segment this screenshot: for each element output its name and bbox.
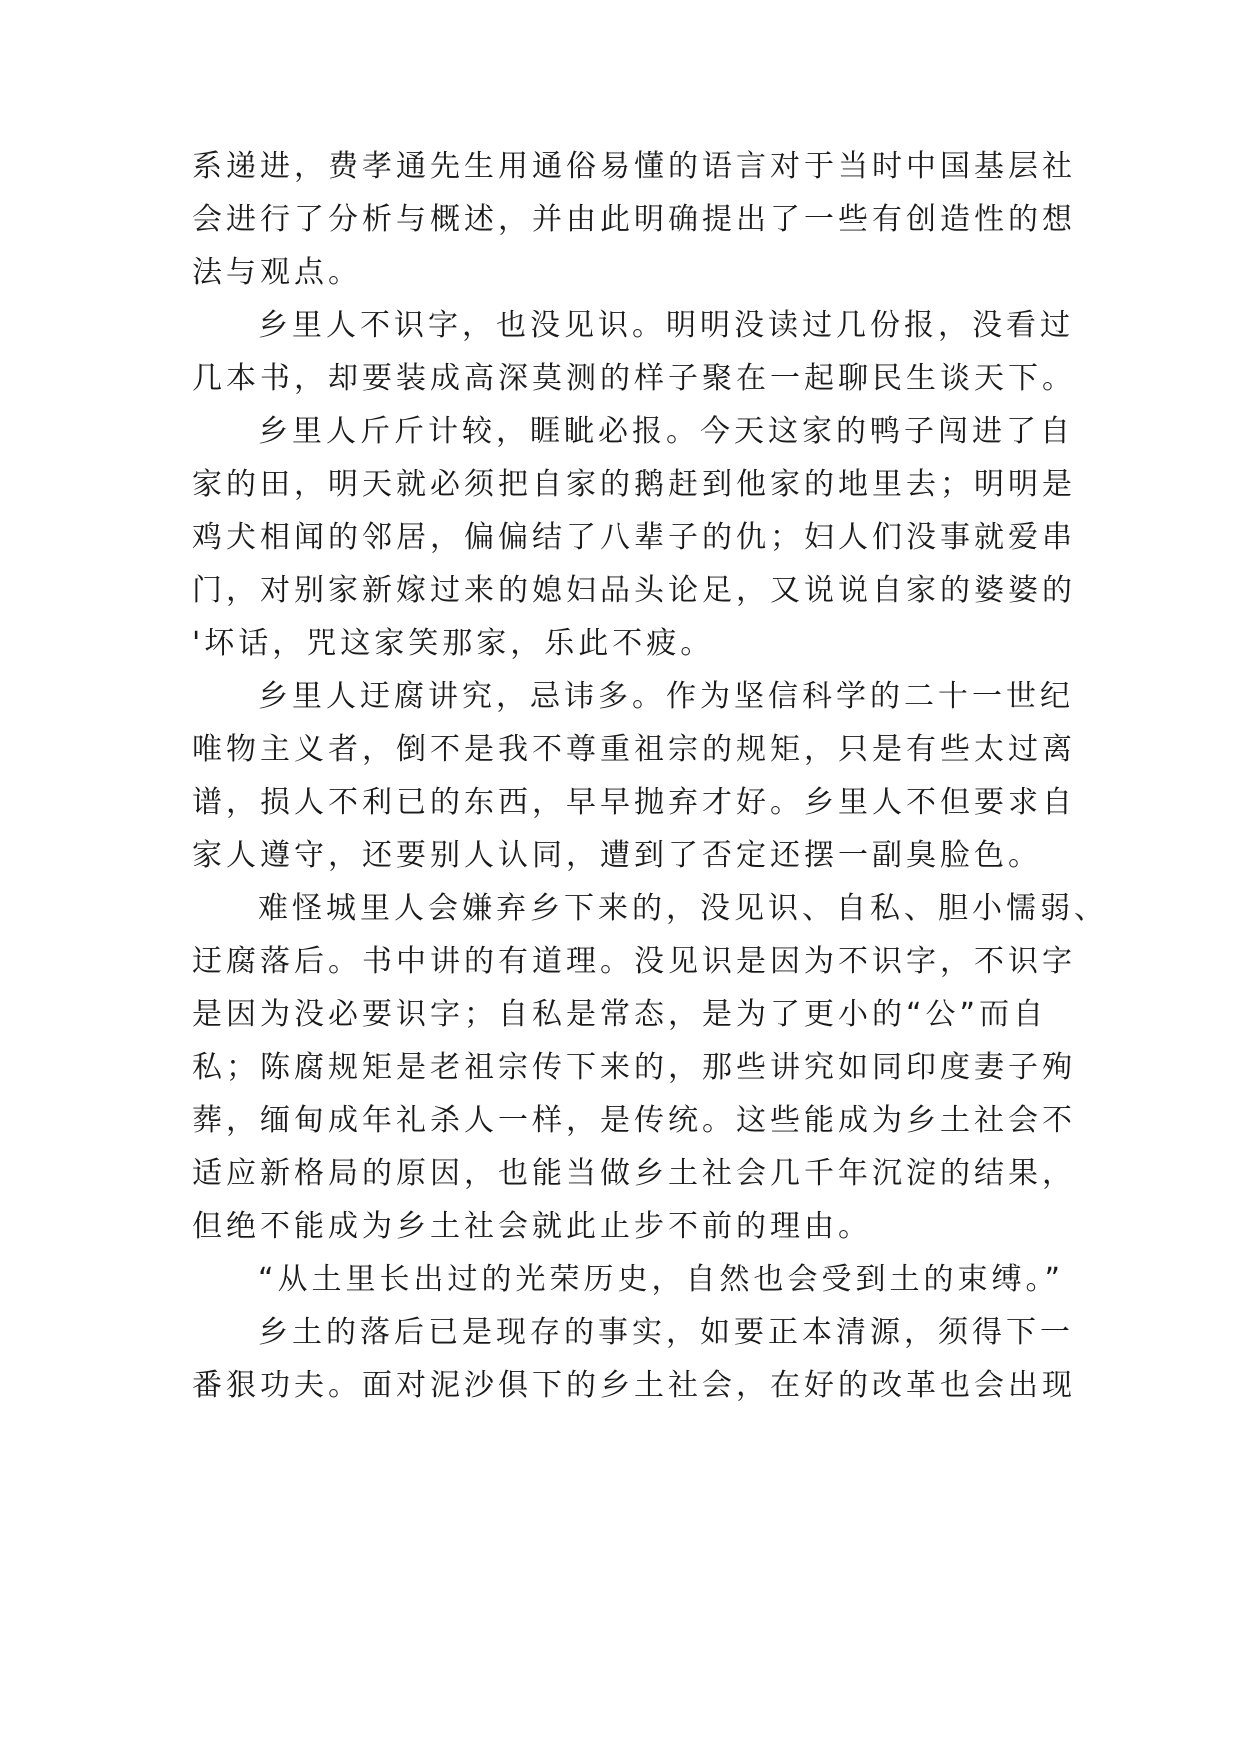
text-line: 是因为没必要识字；自私是常态，是为了更小的“公”而自: [192, 997, 1048, 1032]
text-line: 鸡犬相闻的邻居，偏偏结了八辈子的仇；妇人们没事就爱串: [192, 520, 1076, 555]
text-line: 家人遵守，还要别人认同，遭到了否定还摆一副臭脸色。: [192, 838, 1042, 873]
text-line: 法与观点。: [192, 255, 362, 290]
text-line: 会进行了分析与概述，并由此明确提出了一些有创造性的想: [192, 202, 1076, 237]
paragraph-first-line: 难怪城里人会嫌弃乡下来的，没见识、自私、胆小懦弱、: [258, 891, 1108, 926]
text-line: 唯物主义者，倒不是我不尊重祖宗的规矩，只是有些太过离: [192, 732, 1076, 767]
text-line: 私；陈腐规矩是老祖宗传下来的，那些讲究如同印度妻子殉: [192, 1050, 1076, 1085]
text-line: 葬，缅甸成年礼杀人一样，是传统。这些能成为乡土社会不: [192, 1103, 1076, 1138]
paragraph-first-line: 乡土的落后已是现存的事实，如要正本清源，须得下一: [258, 1315, 1074, 1350]
paragraph-first-line: 乡里人迂腐讲究，忌讳多。作为坚信科学的二十一世纪: [258, 679, 1074, 714]
text-line: '坏话，咒这家笑那家，乐此不疲。: [192, 626, 715, 661]
text-line: 家的田，明天就必须把自家的鹅赶到他家的地里去；明明是: [192, 467, 1076, 502]
text-line: 几本书，却要装成高深莫测的样子聚在一起聊民生谈天下。: [192, 361, 1076, 396]
text-line: 门，对别家新嫁过来的媳妇品头论足，又说说自家的婆婆的: [192, 573, 1076, 608]
paragraph-first-line: 乡里人不识字，也没见识。明明没读过几份报，没看过: [258, 308, 1074, 343]
paragraph-first-line: 乡里人斤斤计较，睚眦必报。今天这家的鸭子闯进了自: [258, 414, 1074, 449]
text-line: 迂腐落后。书中讲的有道理。没见识是因为不识字，不识字: [192, 944, 1076, 979]
quote-line: “从土里长出过的光荣历史，自然也会受到土的束缚。”: [258, 1262, 1065, 1297]
text-line: 系递进，费孝通先生用通俗易懂的语言对于当时中国基层社: [192, 149, 1076, 184]
text-line: 番狠功夫。面对泥沙俱下的乡土社会，在好的改革也会出现: [192, 1368, 1076, 1403]
text-line: 适应新格局的原因，也能当做乡土社会几千年沉淀的结果，: [192, 1156, 1076, 1191]
text-line: 谱，损人不利已的东西，早早抛弃才好。乡里人不但要求自: [192, 785, 1076, 820]
text-line: 但绝不能成为乡土社会就此止步不前的理由。: [192, 1209, 872, 1244]
